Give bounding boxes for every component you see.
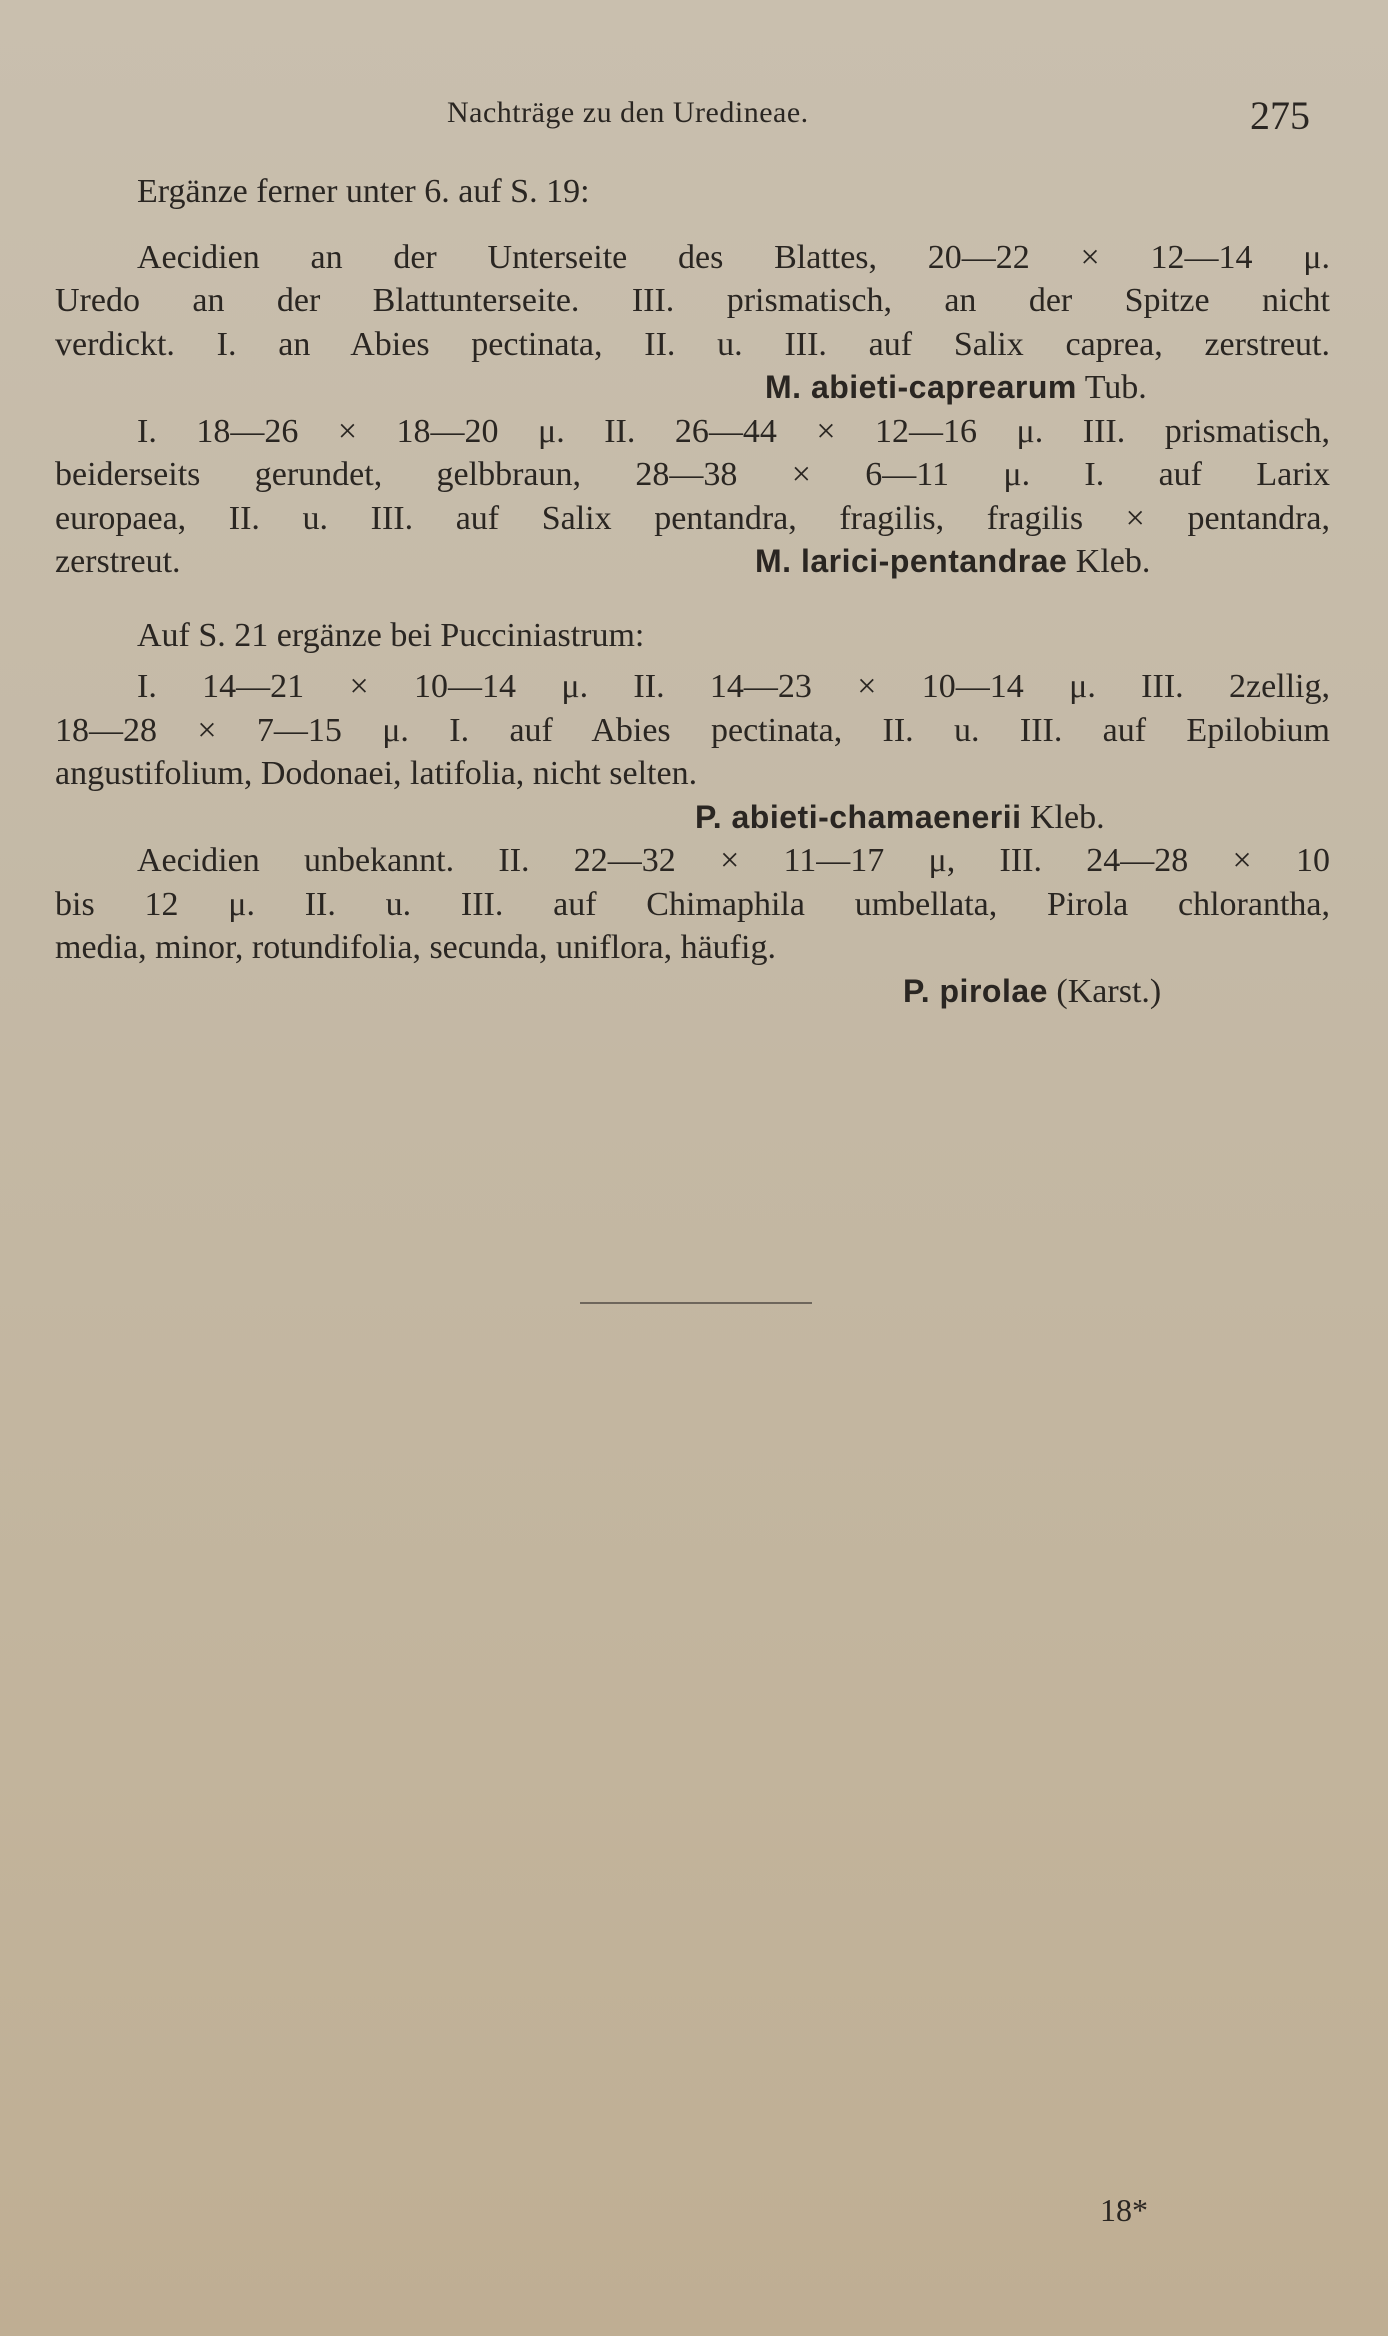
text-line: Uredo an der Blattunterseite. III. prismatisch, an der Spitze nicht: [55, 282, 1330, 319]
species-name: P. abieti-chamaenerii: [695, 798, 1022, 835]
page-number: 275: [1250, 93, 1310, 138]
text-line: Aecidien an der Unterseite des Blattes, 20—22 × 12—14 μ.: [137, 238, 1330, 276]
page-body: [55, 170, 1330, 1013]
text-line: 18—28 × 7—15 μ. I. auf Abies pectinata, II. u. III. auf Epilobium: [55, 711, 1330, 749]
running-title: Nachträge zu den Uredineae.: [447, 96, 809, 129]
species-name-group: [755, 540, 1150, 584]
text-line: verdickt. I. an Abies pectinata, II. u. III. auf Salix caprea, zerstreut.: [55, 325, 1330, 363]
entry-abieti-chamaenerii: [55, 665, 1330, 839]
text-line: beiderseits gerundet, gelbbraun, 28—38 × 6—11 μ. I. auf Larix: [55, 456, 1330, 493]
entry-pirolae: [55, 839, 1330, 1013]
species-name: M. abieti-caprearum: [765, 369, 1077, 405]
species-name-line: [55, 540, 1330, 584]
species-name: P. pirolae: [903, 972, 1048, 1009]
species-name: M. larici-pentandrae: [755, 543, 1068, 579]
species-name-line: [55, 796, 1330, 840]
text-line: europaea, II. u. III. auf Salix pentandra, fragilis, fragilis × pentandra,: [55, 499, 1330, 537]
entry-larici-pentandrae: [55, 410, 1330, 584]
text-line: I. 18—26 × 18—20 μ. II. 26—44 × 12—16 μ. III. prismatisch,: [137, 412, 1330, 450]
text-line: media, minor, rotundifolia, secunda, uniflora, häufig.: [55, 929, 776, 966]
species-author: Tub.: [1084, 369, 1147, 406]
text-line: Aecidien unbekannt. II. 22—32 × 11—17 μ, III. 24—28 × 10: [137, 842, 1330, 879]
running-header: [0, 92, 1388, 142]
text-fragment: zerstreut.: [55, 543, 181, 580]
text-line: angustifolium, Dodonaei, latifolia, nicht selten.: [55, 755, 698, 792]
signature-mark: 18*: [1100, 2192, 1148, 2228]
species-author: (Karst.): [1056, 972, 1162, 1010]
text-line: bis 12 μ. II. u. III. auf Chimaphila umbellata, Pirola chlorantha,: [55, 885, 1330, 923]
text-line: I. 14—21 × 10—14 μ. II. 14—23 × 10—14 μ. III. 2zellig,: [137, 668, 1330, 705]
species-author: Kleb.: [1075, 543, 1151, 580]
entry-abieti-caprearum: [55, 236, 1330, 410]
instruction-line: Ergänze ferner unter 6. auf S. 19:: [137, 173, 590, 210]
species-name-line: [55, 970, 1330, 1014]
section-divider: [580, 1302, 812, 1304]
species-author: Kleb.: [1030, 798, 1105, 836]
species-name-line: [55, 366, 1330, 410]
instruction-line: Auf S. 21 ergänze bei Pucciniastrum:: [137, 616, 645, 654]
